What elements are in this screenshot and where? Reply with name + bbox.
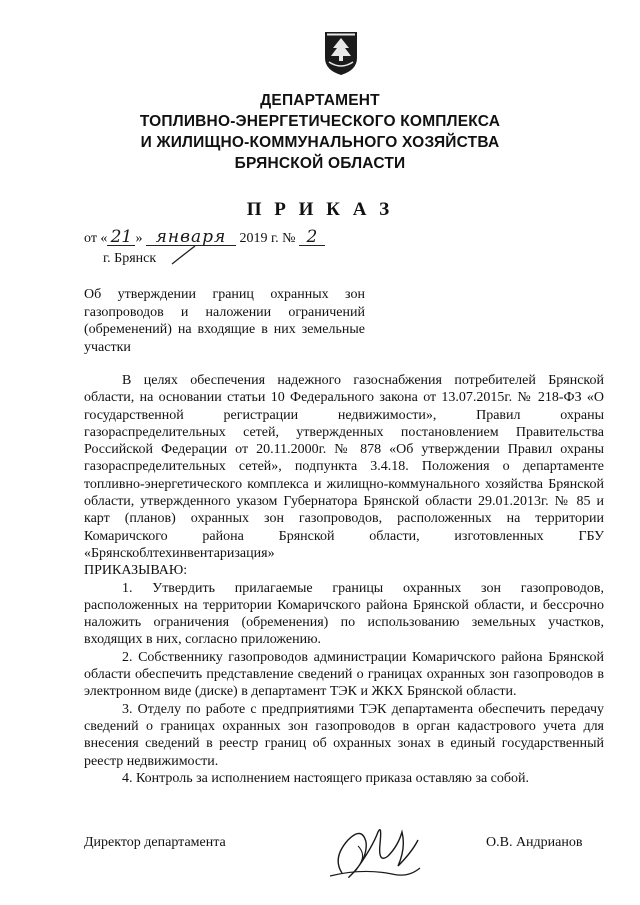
order-word: ПРИКАЗЫВАЮ: (84, 563, 188, 579)
handwritten-stroke (168, 244, 198, 266)
handwritten-signature (322, 818, 424, 888)
department-header (0, 90, 640, 174)
date-prefix: от « (84, 231, 108, 246)
date-day: 21 (107, 229, 135, 246)
order-subject: Об утверждении границ охранных зон газопроводов и наложении ограничений (обременений) на входящие в них земельные участки (84, 287, 365, 355)
date-close: » (135, 231, 143, 246)
order-item: 3. Отделу по работе с предприятиями ТЭК департамента обеспечить передачу сведений о границах охранных зон газопроводов в орган кадастрового учета для внесения сведений в реестр границ об охранных зонах в единый государственный реестр недвижимости. (84, 701, 604, 769)
signatory-position: Директор департамента (84, 835, 226, 850)
preamble: В целях обеспечения надежного газоснабжения потребителей Брянской области, на основании статьи 10 Федерального закона от 13.07.2015г. № 218-ФЗ «О государственной регистрации недвижимости», Правил охраны газораспределительных сетей, утвержденных постановлением Правительства Российской Федерации от 20.11.2000г. № 878 «Об утверждении Правил охраны газораспределительных сетей», подпункта 3.4.18. Положения о департаменте топливно-энергетического комплекса и жилищно-коммунального хозяйства Брянской области, утвержденного указом Губернатора Брянской области 29.01.2013г. № 85 и карт (планов) охранных зон газопроводов, расположенных на территории Комаричского района Брянской области, изготовленных ГБУ «Брянскоблтехинвентаризация» (84, 373, 604, 561)
document-number: 2 (299, 229, 325, 246)
department-line: И ЖИЛИЩНО-КОММУНАЛЬНОГО ХОЗЯЙСТВА (140, 134, 500, 151)
date-line (84, 229, 325, 247)
department-line: ДЕПАРТАМЕНТ (260, 92, 380, 109)
order-body (84, 372, 604, 787)
date-month: января (146, 229, 236, 246)
order-item: 2. Собственнику газопроводов администрации Комаричского района Брянской области обеспечить представление сведений о границах охранных зон газопроводов в электронном виде (диске) в департамент ТЭК и ЖКХ Брянской области. (84, 649, 604, 700)
order-item: 4. Контроль за исполнением настоящего приказа оставляю за собой. (122, 770, 530, 786)
document-title: П Р И К А З (246, 199, 394, 220)
date-year: 2019 г. № (235, 231, 299, 246)
order-item: 1. Утвердить прилагаемые границы охранных зон газопроводов, расположенных на территории Комаричского района Брянской области, и бессрочно наложить ограничения (обременения) по использованию земельных участков, входящих в них, согласно приложению. (84, 580, 604, 648)
signatory-name: О.В. Андрианов (486, 835, 583, 850)
city: г. Брянск (103, 251, 157, 266)
coat-of-arms-icon (323, 30, 359, 76)
department-line: БРЯНСКОЙ ОБЛАСТИ (234, 155, 406, 172)
department-line: ТОПЛИВНО-ЭНЕРГЕТИЧЕСКОГО КОМПЛЕКСА (139, 113, 501, 130)
